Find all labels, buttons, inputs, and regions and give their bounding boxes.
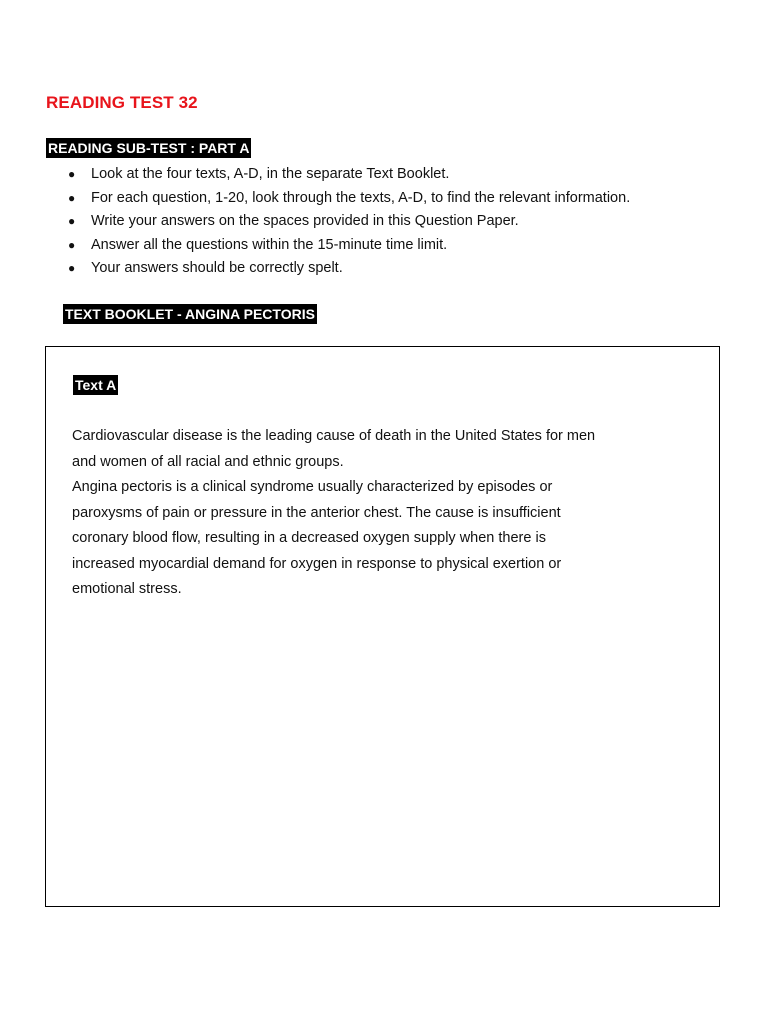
bullet-icon: ● (68, 214, 76, 228)
instruction-item: ● For each question, 1-20, look through the texts, A-D, to find the relevant information. (68, 187, 630, 211)
bullet-icon: ● (68, 190, 76, 205)
page-title: READING TEST 32 (46, 93, 198, 112)
instruction-item: ● Answer all the questions within the 15-minute time limit. (68, 234, 630, 258)
instruction-item: ● Look at the four texts, A-D, in the separate Text Booklet. (68, 163, 630, 187)
passage-line: and women of all racial and ethnic groups. (72, 453, 344, 470)
passage-line: Angina pectoris is a clinical syndrome usually characterized by episodes or (72, 479, 553, 495)
instruction-item: ● Write your answers on the spaces provided in this Question Paper. (68, 210, 630, 234)
bullet-icon: ● (68, 237, 76, 252)
passage-line: emotional stress. (72, 581, 182, 597)
passage-line: coronary blood flow, resulting in a decreased oxygen supply when there is (72, 530, 546, 546)
passage-line: paroxysms of pain or pressure in the anterior chest. The cause is insufficient (72, 504, 561, 521)
bullet-icon: ● (68, 167, 76, 181)
passage-line: Cardiovascular disease is the leading cause of death in the United States for men (72, 428, 596, 444)
text-a-label: Text A (75, 377, 117, 393)
text-a-passage (72, 424, 692, 603)
passage-line: increased myocardial demand for oxygen in response to physical exertion or (72, 555, 562, 572)
text-a-box (45, 346, 720, 907)
bullet-icon: ● (68, 261, 76, 275)
subtest-heading: READING SUB-TEST : PART A (48, 140, 250, 156)
instructions-list (68, 163, 630, 281)
instruction-item: ● Your answers should be correctly spelt. (68, 257, 630, 281)
booklet-heading: TEXT BOOKLET - ANGINA PECTORIS (65, 306, 315, 322)
